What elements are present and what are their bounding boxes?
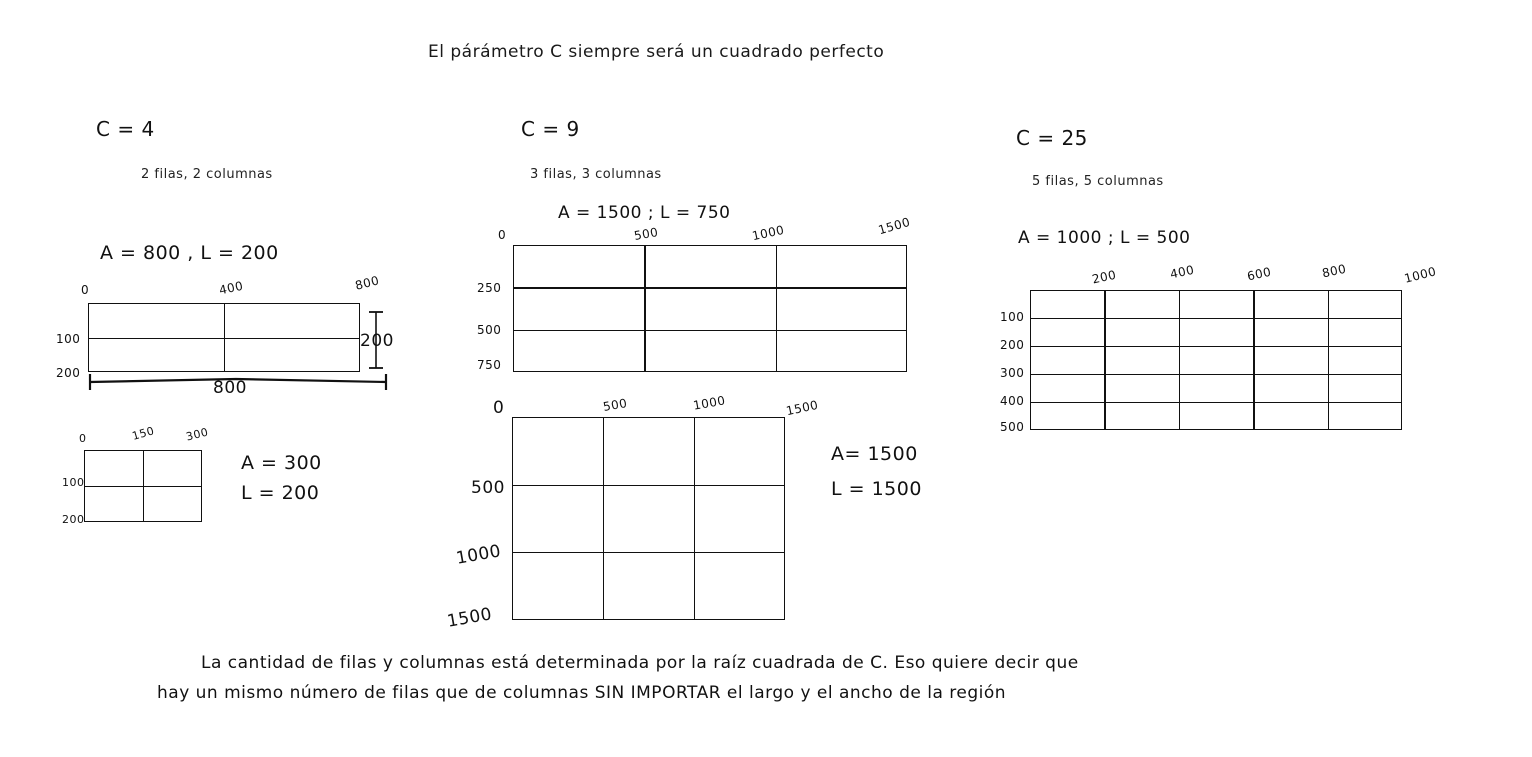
footer-line-1: La cantidad de filas y columnas está determinada por la raíz cuadrada de C. Eso quiere decir que (201, 653, 1079, 673)
grid-row-line (513, 287, 907, 288)
xtick-c25-1: 400 (1168, 262, 1196, 282)
grid-row-line (1030, 374, 1402, 375)
grid-row-line (512, 552, 785, 553)
ytick-c25-0: 100 (1000, 310, 1025, 324)
xtick-c9e2-0: 0 (493, 398, 505, 418)
grid-col-line (1104, 290, 1105, 430)
equation-a-c4e2: A = 300 (241, 452, 322, 474)
section-subheading-c4: 2 filas, 2 columnas (141, 167, 273, 182)
equation-l-c9e2: L = 1500 (831, 478, 922, 500)
ytick-c4e2-0: 100 (62, 476, 85, 489)
ytick-c4e2-1: 200 (62, 513, 85, 526)
xtick-c4e1-0: 0 (81, 283, 90, 297)
xtick-c9e1-1: 500 (632, 224, 660, 244)
grid-col-line (644, 245, 646, 372)
footer-line-2: hay un mismo número de filas que de columnas SIN IMPORTAR el largo y el ancho de la región (157, 683, 1007, 703)
ytick-c25-3: 400 (1000, 394, 1025, 408)
ytick-c9e2-1: 500 (471, 478, 505, 498)
ytick-c9e2-2: 1000 (454, 541, 503, 569)
grid-row-line (1030, 402, 1402, 403)
grid-row-line (513, 330, 907, 331)
xtick-c25-2: 600 (1245, 264, 1273, 284)
ytick-c9e2-3: 1500 (445, 604, 494, 632)
grid-outline (512, 417, 785, 620)
xtick-c4e1-1: 400 (217, 278, 245, 298)
grid-col-line (1328, 290, 1329, 430)
equation-c9-example1: A = 1500 ; L = 750 (558, 203, 731, 223)
xtick-c25-4: 1000 (1402, 264, 1438, 286)
xtick-c4e2-2: 300 (184, 425, 210, 444)
xtick-c9e2-1: 500 (601, 395, 629, 415)
grid-c25-example1 (1030, 290, 1402, 430)
section-subheading-c25: 5 filas, 5 columnas (1032, 174, 1164, 189)
xtick-c4e2-1: 150 (130, 424, 156, 443)
ytick-c4e1-1: 200 (56, 366, 81, 380)
xtick-c4e2-0: 0 (79, 432, 87, 445)
section-heading-c9: C = 9 (521, 117, 580, 141)
ytick-c25-4: 500 (1000, 420, 1025, 434)
grid-row-line (1030, 346, 1402, 347)
xtick-c9e2-2: 1000 (692, 393, 727, 413)
xtick-c9e2-3: 1500 (784, 397, 820, 419)
xtick-c9e1-3: 1500 (876, 214, 912, 238)
ytick-c25-1: 200 (1000, 338, 1025, 352)
section-heading-c25: C = 25 (1016, 126, 1088, 150)
grid-row-line (512, 485, 785, 486)
grid-col-line (1253, 290, 1254, 430)
height-label-c4e1: 200 (360, 331, 394, 351)
grid-c9-example2 (512, 417, 785, 620)
ytick-c9e1-2: 500 (477, 323, 502, 337)
ytick-c9e1-1: 250 (477, 281, 502, 295)
xtick-c9e1-2: 1000 (750, 222, 786, 244)
equation-c4-example1: A = 800 , L = 200 (100, 242, 279, 264)
ytick-c4e1-0: 100 (56, 332, 81, 346)
grid-c9-example1 (513, 245, 907, 372)
section-subheading-c9: 3 filas, 3 columnas (530, 167, 662, 182)
grid-col-line (694, 417, 695, 620)
grid-col-line (603, 417, 604, 620)
grid-outline (513, 245, 907, 372)
grid-c4-example2 (84, 450, 202, 522)
equation-l-c4e2: L = 200 (241, 482, 320, 504)
ytick-c25-2: 300 (1000, 366, 1025, 380)
page-title: El párámetro C siempre será un cuadrado perfecto (428, 42, 885, 62)
equation-a-c9e2: A= 1500 (831, 443, 918, 465)
xtick-c4e1-2: 800 (353, 273, 381, 293)
grid-col-line (143, 450, 144, 522)
ytick-c9e1-3: 750 (477, 358, 502, 372)
equation-c25-example1: A = 1000 ; L = 500 (1018, 228, 1191, 248)
xtick-c25-3: 800 (1320, 261, 1348, 281)
width-label-c4e1: 800 (213, 378, 247, 398)
grid-outline (1030, 290, 1402, 430)
grid-col-line (1179, 290, 1180, 430)
xtick-c9e1-0: 0 (498, 228, 507, 242)
section-heading-c4: C = 4 (96, 117, 155, 141)
grid-row-line (1030, 318, 1402, 319)
xtick-c25-0: 200 (1090, 267, 1118, 287)
grid-col-line (776, 245, 778, 372)
